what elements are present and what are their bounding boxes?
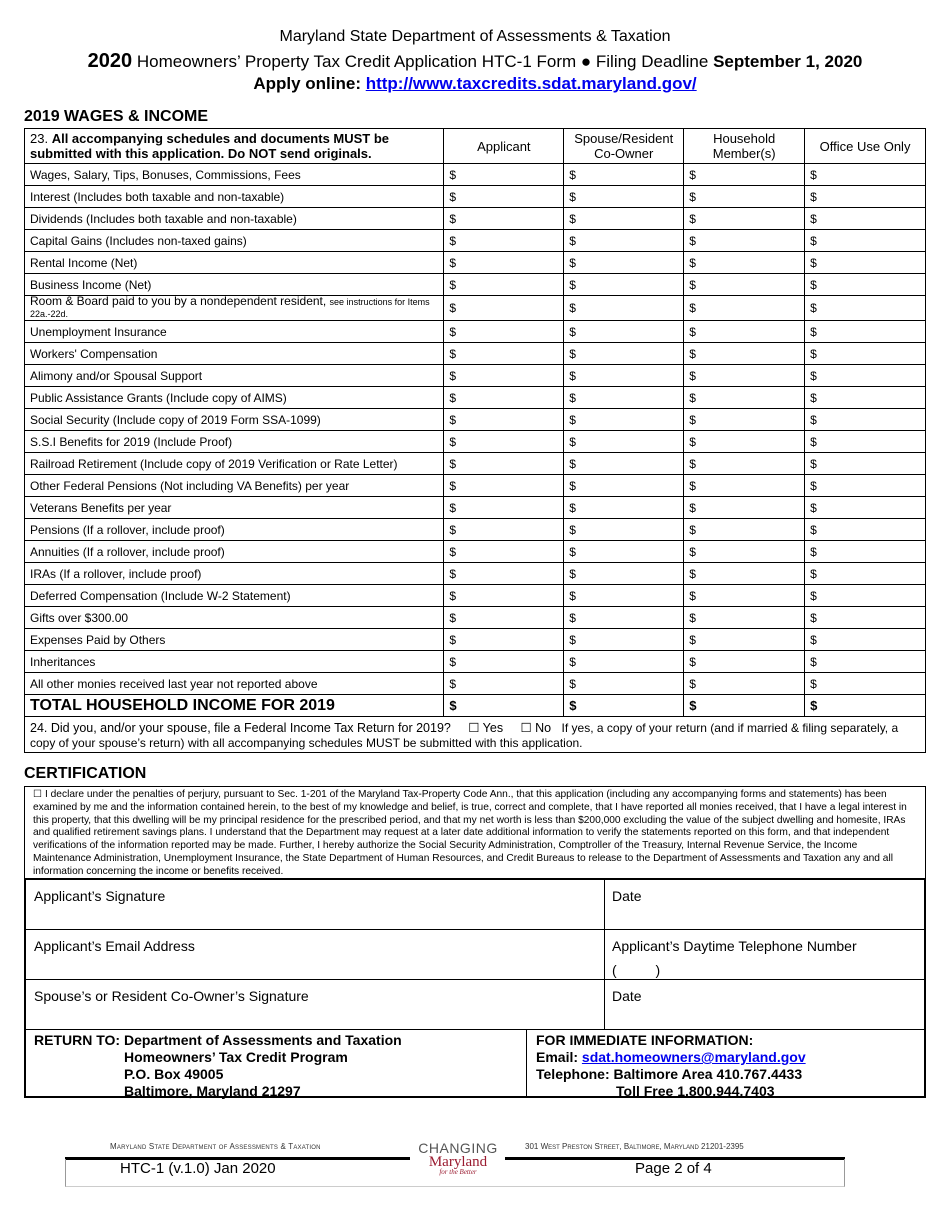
amount-office: $ (805, 343, 926, 365)
income-row (25, 252, 926, 274)
amount-applicant[interactable]: $ (444, 585, 564, 607)
amount-applicant[interactable]: $ (444, 343, 564, 365)
amount-office: $ (805, 475, 926, 497)
certification-title: CERTIFICATION (24, 765, 147, 782)
room-board-label: Room & Board paid to you by a nondependent resident, (30, 294, 330, 308)
amount-office: $ (805, 453, 926, 475)
amount-spouse[interactable]: $ (564, 274, 684, 296)
amount-applicant[interactable]: $ (444, 321, 564, 343)
amount-office: $ (805, 563, 926, 585)
amount-spouse[interactable]: $ (564, 230, 684, 252)
wages-section-title: 2019 WAGES & INCOME (24, 108, 209, 125)
agency-title: Maryland State Department of Assessments & Taxation (279, 28, 671, 45)
amount-household[interactable]: $ (684, 607, 805, 629)
amount-office: $ (805, 497, 926, 519)
apply-online (0, 74, 950, 94)
applicant-date-label: Date (612, 888, 642, 904)
amount-office: $ (805, 387, 926, 409)
spouse-signature-row[interactable] (26, 980, 924, 1030)
total-applicant[interactable]: $ (444, 695, 564, 717)
amount-spouse[interactable]: $ (564, 164, 684, 186)
amount-household[interactable]: $ (684, 321, 805, 343)
income-row-label: Interest (Includes both taxable and non-taxable) (25, 186, 444, 208)
amount-applicant[interactable]: $ (444, 365, 564, 387)
amount-applicant[interactable]: $ (444, 164, 564, 186)
amount-applicant[interactable]: $ (444, 519, 564, 541)
changing-maryland-logo: CHANGING Maryland for the Better (418, 1140, 498, 1176)
amount-household[interactable]: $ (684, 164, 805, 186)
income-row (25, 409, 926, 431)
amount-spouse[interactable]: $ (564, 497, 684, 519)
amount-office: $ (805, 431, 926, 453)
return-to-line: Homeowners’ Tax Credit Program (124, 1049, 348, 1065)
amount-applicant[interactable]: $ (444, 252, 564, 274)
phone-label: Applicant’s Daytime Telephone Number (612, 938, 857, 954)
income-row-label: Other Federal Pensions (Not including VA Benefits) per year (25, 475, 444, 497)
income-row-label: Dividends (Includes both taxable and non-taxable) (25, 208, 444, 230)
amount-spouse[interactable]: $ (564, 541, 684, 563)
amount-applicant[interactable]: $ (444, 629, 564, 651)
income-row-label (25, 296, 444, 321)
income-row (25, 164, 926, 186)
income-row-label: Inheritances (25, 651, 444, 673)
email-label: Applicant’s Email Address (34, 938, 195, 954)
amount-office: $ (805, 274, 926, 296)
certification-checkbox[interactable]: ☐ (33, 789, 43, 800)
amount-applicant[interactable]: $ (444, 387, 564, 409)
income-row-label: Public Assistance Grants (Include copy of AIMS) (25, 387, 444, 409)
amount-household[interactable]: $ (684, 475, 805, 497)
amount-household[interactable]: $ (684, 387, 805, 409)
amount-household[interactable]: $ (684, 409, 805, 431)
amount-spouse[interactable]: $ (564, 387, 684, 409)
total-row (25, 695, 926, 717)
amount-office: $ (805, 673, 926, 695)
info-title: FOR IMMEDIATE INFORMATION: (536, 1032, 754, 1048)
income-row (25, 208, 926, 230)
amount-household[interactable]: $ (684, 431, 805, 453)
income-row (25, 321, 926, 343)
amount-spouse[interactable]: $ (564, 431, 684, 453)
q24-note: If yes, a copy of your return (and if married & filing separately, a copy of your spouse’s return) with all accompanying schedules MUST be submitted with this application. (30, 720, 899, 750)
q24-row (25, 717, 926, 753)
amount-household[interactable]: $ (684, 519, 805, 541)
total-label: TOTAL HOUSEHOLD INCOME FOR 2019 (25, 695, 444, 717)
email-phone-row[interactable] (26, 930, 924, 980)
page-footer (40, 1138, 910, 1190)
amount-household[interactable]: $ (684, 673, 805, 695)
amount-spouse[interactable]: $ (564, 673, 684, 695)
return-to-section (26, 1030, 924, 1099)
income-row (25, 387, 926, 409)
form-year: 2020 (87, 50, 133, 72)
income-row (25, 296, 926, 321)
income-row-label: Gifts over $300.00 (25, 607, 444, 629)
amount-office: $ (805, 208, 926, 230)
amount-office: $ (805, 230, 926, 252)
amount-office: $ (805, 607, 926, 629)
amount-office: $ (805, 651, 926, 673)
income-row (25, 431, 926, 453)
telephone: Telephone: Baltimore Area 410.767.4433 (536, 1066, 803, 1082)
income-row (25, 343, 926, 365)
income-row-label: Alimony and/or Spousal Support (25, 365, 444, 387)
income-row-label: All other monies received last year not reported above (25, 673, 444, 695)
contact-email-link[interactable]: sdat.homeowners@maryland.gov (581, 1049, 806, 1065)
amount-spouse[interactable]: $ (564, 321, 684, 343)
return-to-line: RETURN TO: Department of Assessments and Taxation (34, 1032, 402, 1048)
amount-spouse[interactable]: $ (564, 453, 684, 475)
total-spouse[interactable]: $ (564, 695, 684, 717)
amount-household[interactable]: $ (684, 651, 805, 673)
amount-office: $ (805, 296, 926, 321)
amount-office: $ (805, 585, 926, 607)
amount-spouse[interactable]: $ (564, 629, 684, 651)
applicant-signature-label: Applicant’s Signature (34, 888, 166, 904)
total-office: $ (805, 695, 926, 717)
amount-applicant[interactable]: $ (444, 208, 564, 230)
amount-household[interactable]: $ (684, 365, 805, 387)
amount-household[interactable]: $ (684, 585, 805, 607)
amount-office: $ (805, 164, 926, 186)
income-row-label: Annuities (If a rollover, include proof) (25, 541, 444, 563)
amount-spouse[interactable]: $ (564, 252, 684, 274)
amount-applicant[interactable]: $ (444, 497, 564, 519)
footer-address: 301 West Preston Street, Baltimore, Maryland 21201-2395 (525, 1142, 744, 1151)
amount-applicant[interactable]: $ (444, 607, 564, 629)
apply-online-link[interactable]: http://www.taxcredits.sdat.maryland.gov/ (365, 74, 697, 93)
amount-applicant[interactable]: $ (444, 673, 564, 695)
income-row (25, 629, 926, 651)
col-applicant: Applicant (444, 129, 564, 164)
income-row-label: Veterans Benefits per year (25, 497, 444, 519)
phone-area-code[interactable]: ( ) (612, 962, 661, 978)
amount-spouse[interactable]: $ (564, 585, 684, 607)
amount-household[interactable]: $ (684, 343, 805, 365)
amount-applicant[interactable]: $ (444, 186, 564, 208)
form-version: HTC-1 (v.1.0) Jan 2020 (120, 1160, 276, 1177)
signature-block (24, 878, 926, 1098)
q24-no-checkbox[interactable]: ☐ No (520, 720, 552, 735)
return-to-line: P.O. Box 49005 (124, 1066, 224, 1082)
form-title-text: Homeowners’ Property Tax Credit Application HTC-1 Form ● Filing Deadline (132, 52, 714, 71)
col-spouse: Spouse/Resident Co-Owner (564, 129, 684, 164)
amount-spouse[interactable]: $ (564, 296, 684, 321)
certification-text (24, 786, 926, 879)
amount-household[interactable]: $ (684, 453, 805, 475)
amount-household[interactable]: $ (684, 252, 805, 274)
form-title (0, 50, 950, 73)
amount-household[interactable]: $ (684, 208, 805, 230)
amount-spouse[interactable]: $ (564, 343, 684, 365)
income-row-label: Business Income (Net) (25, 274, 444, 296)
col-household: Household Member(s) (684, 129, 805, 164)
amount-spouse[interactable]: $ (564, 475, 684, 497)
income-row-label: Pensions (If a rollover, include proof) (25, 519, 444, 541)
income-row (25, 365, 926, 387)
amount-applicant[interactable]: $ (444, 453, 564, 475)
amount-spouse[interactable]: $ (564, 563, 684, 585)
income-row (25, 563, 926, 585)
income-row-label: Capital Gains (Includes non-taxed gains) (25, 230, 444, 252)
amount-office: $ (805, 409, 926, 431)
income-row (25, 541, 926, 563)
return-to-line: Baltimore, Maryland 21297 (124, 1083, 301, 1099)
toll-free: Toll Free 1.800.944.7403 (616, 1083, 775, 1099)
income-row-label: Rental Income (Net) (25, 252, 444, 274)
q24-yes-checkbox[interactable]: ☐ Yes (468, 720, 504, 735)
amount-office: $ (805, 252, 926, 274)
applicant-signature-row[interactable] (26, 880, 924, 930)
income-row-label: Railroad Retirement (Include copy of 2019 Verification or Rate Letter) (25, 453, 444, 475)
income-row (25, 186, 926, 208)
amount-office: $ (805, 629, 926, 651)
amount-spouse[interactable]: $ (564, 186, 684, 208)
income-row (25, 519, 926, 541)
amount-applicant[interactable]: $ (444, 541, 564, 563)
footer-agency: Maryland State Department of Assessments & Taxation (110, 1142, 321, 1151)
amount-applicant[interactable]: $ (444, 274, 564, 296)
amount-spouse[interactable]: $ (564, 208, 684, 230)
filing-deadline: September 1, 2020 (713, 52, 863, 71)
income-row (25, 585, 926, 607)
amount-household[interactable]: $ (684, 541, 805, 563)
income-row (25, 453, 926, 475)
amount-applicant[interactable]: $ (444, 475, 564, 497)
amount-applicant[interactable]: $ (444, 296, 564, 321)
amount-spouse[interactable]: $ (564, 409, 684, 431)
amount-applicant[interactable]: $ (444, 563, 564, 585)
income-row-label: IRAs (If a rollover, include proof) (25, 563, 444, 585)
certification-statement: I declare under the penalties of perjury, pursuant to Sec. 1-201 of the Maryland Tax-Property Code Ann., that this application (including any accompanying forms and statements) has been examined by me and the information contained herein, to the best of my knowledge and belief, is true, correct and complete, that I have reported all monies received, that I have a legal interest in this property, that this dwelling will be my principal residence for the prescribed period, and that my net worth is less than $200,000 excluding the value of the subject dwelling and homesite, IRAs and qualified retirement savings plans. I understand that the Department may request at a later date additional information to verify the statements reported on this form, and that independent verifications of the information reported may be made. Further, I hereby authorize the Social Security Administration, Comptroller of the Treasury, Internal Revenue Service, the Income Maintenance Administration, Unemployment Insurance, the State Department of Human Resources, and Credit Bureaus to release to the Department of Assessments and Taxation any and all information concerning the income or benefits received. (33, 789, 907, 877)
income-row-label: Deferred Compensation (Include W-2 Statement) (25, 585, 444, 607)
spouse-signature-label: Spouse’s or Resident Co-Owner’s Signature (34, 988, 309, 1004)
amount-household[interactable]: $ (684, 230, 805, 252)
income-row-label: Unemployment Insurance (25, 321, 444, 343)
amount-spouse[interactable]: $ (564, 365, 684, 387)
q23-header: 23. All accompanying schedules and documents MUST be submitted with this application. Do NOT send originals. (25, 129, 444, 164)
amount-household[interactable]: $ (684, 629, 805, 651)
spouse-date-label: Date (612, 988, 642, 1004)
income-row (25, 230, 926, 252)
income-row (25, 651, 926, 673)
income-row (25, 274, 926, 296)
page-number: Page 2 of 4 (635, 1160, 712, 1177)
apply-label: Apply online: (253, 74, 366, 93)
amount-household[interactable]: $ (684, 296, 805, 321)
email-label: Email: (536, 1049, 582, 1065)
col-office: Office Use Only (805, 129, 926, 164)
amount-spouse[interactable]: $ (564, 607, 684, 629)
amount-office: $ (805, 541, 926, 563)
amount-spouse[interactable]: $ (564, 519, 684, 541)
amount-household[interactable]: $ (684, 274, 805, 296)
income-row (25, 673, 926, 695)
amount-office: $ (805, 519, 926, 541)
q24-question: 24. Did you, and/or your spouse, file a Federal Income Tax Return for 2019? (30, 720, 451, 735)
amount-office: $ (805, 321, 926, 343)
room-board-note: see instructions for Items 22a.-22d. (30, 297, 430, 319)
amount-office: $ (805, 186, 926, 208)
amount-household[interactable]: $ (684, 497, 805, 519)
amount-spouse[interactable]: $ (564, 651, 684, 673)
income-row (25, 497, 926, 519)
income-row (25, 607, 926, 629)
amount-applicant[interactable]: $ (444, 651, 564, 673)
amount-household[interactable]: $ (684, 563, 805, 585)
amount-applicant[interactable]: $ (444, 230, 564, 252)
income-row-label: Expenses Paid by Others (25, 629, 444, 651)
amount-applicant[interactable]: $ (444, 431, 564, 453)
income-table (24, 128, 926, 753)
income-row (25, 475, 926, 497)
total-household[interactable]: $ (684, 695, 805, 717)
amount-applicant[interactable]: $ (444, 409, 564, 431)
income-row-label: Social Security (Include copy of 2019 Form SSA-1099) (25, 409, 444, 431)
income-row-label: Wages, Salary, Tips, Bonuses, Commissions, Fees (25, 164, 444, 186)
income-row-label: S.S.I Benefits for 2019 (Include Proof) (25, 431, 444, 453)
income-row-label: Workers' Compensation (25, 343, 444, 365)
amount-office: $ (805, 365, 926, 387)
amount-household[interactable]: $ (684, 186, 805, 208)
